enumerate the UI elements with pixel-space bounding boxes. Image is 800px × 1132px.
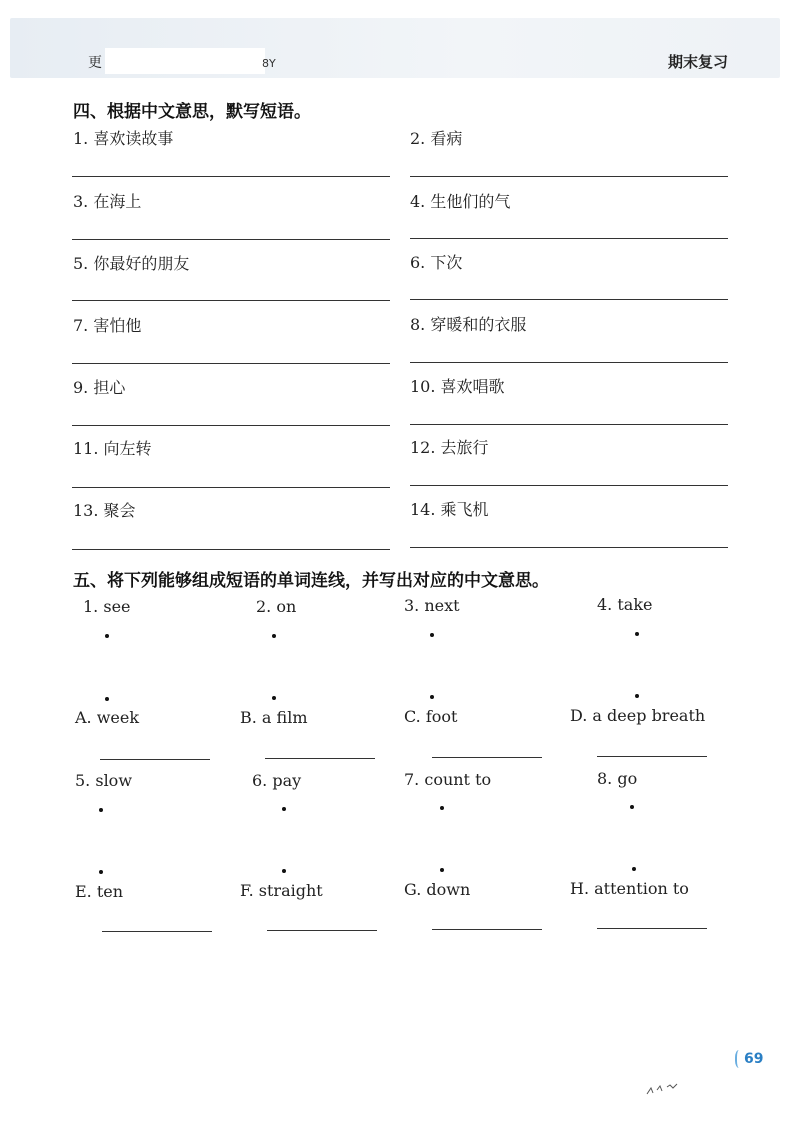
answer-line-2[interactable]	[410, 176, 728, 177]
answer-line-8[interactable]	[410, 362, 728, 363]
section5-title: 五、将下列能够组成短语的单词连线，并写出对应的中文意思。	[73, 571, 549, 591]
s5-word-C: C. foot	[404, 707, 458, 726]
s4-item-4: 4. 生他们的气	[410, 192, 511, 211]
s4-item-7: 7. 害怕他	[73, 316, 142, 335]
match-dot[interactable]	[99, 870, 103, 874]
s4-item-10: 10. 喜欢唱歌	[410, 377, 505, 396]
answer-line-4[interactable]	[410, 238, 728, 239]
s5-word-G: G. down	[404, 880, 471, 899]
answer-line-1[interactable]	[72, 176, 390, 177]
match-dot[interactable]	[272, 634, 276, 638]
header-section-title: 期末复习	[668, 53, 729, 71]
s5-word-5: 5. slow	[75, 771, 133, 790]
s4-item-11: 11. 向左转	[73, 439, 152, 458]
meaning-line-G[interactable]	[432, 929, 542, 930]
match-dot[interactable]	[272, 696, 276, 700]
match-dot[interactable]	[632, 867, 636, 871]
match-dot[interactable]	[99, 808, 103, 812]
answer-line-3[interactable]	[72, 239, 390, 240]
meaning-line-F[interactable]	[267, 930, 377, 931]
match-dot[interactable]	[440, 806, 444, 810]
answer-line-6[interactable]	[410, 299, 728, 300]
meaning-line-H[interactable]	[597, 928, 707, 929]
s5-word-F: F. straight	[240, 881, 323, 900]
s5-word-4: 4. take	[597, 595, 653, 614]
meaning-line-B[interactable]	[265, 758, 375, 759]
match-dot[interactable]	[105, 634, 109, 638]
header-left-text: 更	[88, 55, 102, 71]
answer-line-5[interactable]	[72, 300, 390, 301]
s4-item-8: 8. 穿暖和的衣服	[410, 315, 527, 334]
meaning-line-C[interactable]	[432, 757, 542, 758]
s4-item-5: 5. 你最好的朋友	[73, 254, 190, 273]
s5-word-6: 6. pay	[252, 771, 302, 790]
s5-word-2: 2. on	[256, 597, 297, 616]
meaning-line-A[interactable]	[100, 759, 210, 760]
s5-word-7: 7. count to	[404, 770, 492, 789]
s4-item-9: 9. 担心	[73, 378, 126, 397]
match-dot[interactable]	[440, 868, 444, 872]
answer-line-7[interactable]	[72, 363, 390, 364]
s4-item-3: 3. 在海上	[73, 192, 142, 211]
header-mask	[105, 48, 265, 74]
s5-word-E: E. ten	[75, 882, 124, 901]
match-dot[interactable]	[105, 697, 109, 701]
match-dot[interactable]	[635, 694, 639, 698]
page-number: 69	[744, 1051, 764, 1067]
s5-word-A: A. week	[75, 708, 140, 727]
meaning-line-D[interactable]	[597, 756, 707, 757]
match-dot[interactable]	[635, 632, 639, 636]
answer-line-14[interactable]	[410, 547, 728, 548]
s5-word-1: 1. see	[83, 597, 131, 616]
meaning-line-E[interactable]	[102, 931, 212, 932]
answer-line-10[interactable]	[410, 424, 728, 425]
pencil-scribble	[645, 1078, 685, 1098]
match-dot[interactable]	[282, 807, 286, 811]
s4-item-13: 13. 聚会	[73, 501, 136, 520]
match-dot[interactable]	[430, 633, 434, 637]
answer-line-13[interactable]	[72, 549, 390, 550]
answer-line-11[interactable]	[72, 487, 390, 488]
section4-title: 四、根据中文意思，默写短语。	[73, 102, 311, 122]
header-code: 8Y	[262, 57, 276, 70]
s4-item-12: 12. 去旅行	[410, 438, 489, 457]
s5-word-8: 8. go	[597, 769, 638, 788]
answer-line-12[interactable]	[410, 485, 728, 486]
match-dot[interactable]	[282, 869, 286, 873]
s4-item-1: 1. 喜欢读故事	[73, 129, 174, 148]
s5-word-3: 3. next	[404, 596, 460, 615]
s5-word-B: B. a film	[240, 708, 308, 727]
s4-item-6: 6. 下次	[410, 253, 463, 272]
match-dot[interactable]	[630, 805, 634, 809]
s5-word-H: H. attention to	[570, 879, 689, 898]
s5-word-D: D. a deep breath	[570, 706, 706, 725]
s4-item-14: 14. 乘飞机	[410, 500, 489, 519]
s4-item-2: 2. 看病	[410, 129, 463, 148]
answer-line-9[interactable]	[72, 425, 390, 426]
match-dot[interactable]	[430, 695, 434, 699]
